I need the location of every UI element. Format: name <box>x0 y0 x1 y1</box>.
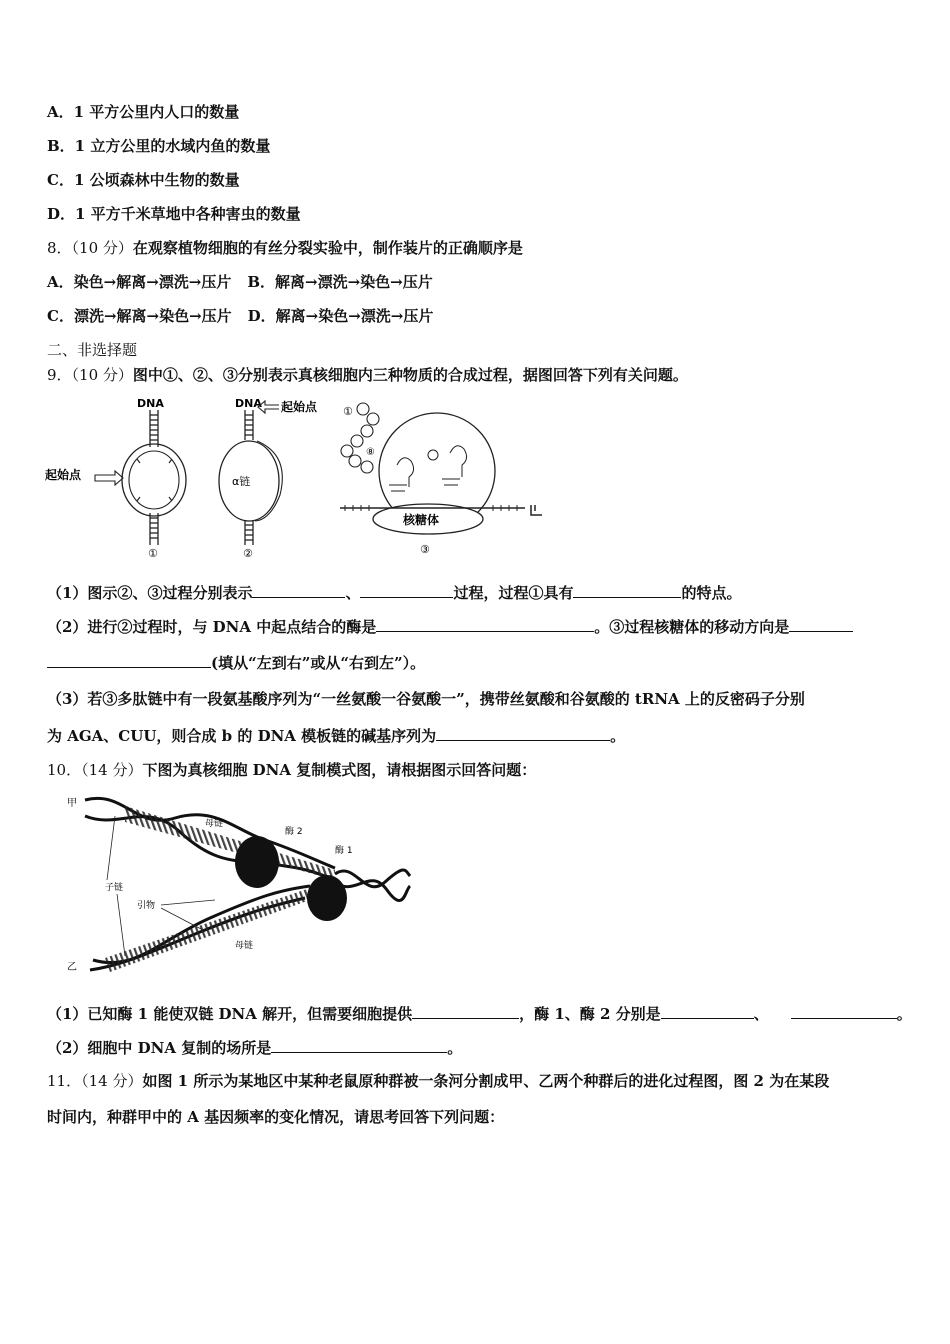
q10-blank-2[interactable] <box>661 1003 754 1019</box>
q10-fig-enzyme1: 酶 1 <box>335 846 353 856</box>
q9-blank-5-cont[interactable] <box>47 652 211 668</box>
q9-blank-2[interactable] <box>360 582 453 598</box>
q10-figure <box>65 790 415 985</box>
q10-fig-enzyme2-shape <box>235 836 279 888</box>
q10-fig-mother-bottom: 母链 <box>235 941 254 951</box>
q9-fig-dna1: DNA <box>137 397 164 410</box>
q8-option-d: D．解离→染色→漂洗→压片 <box>247 307 434 325</box>
q10-part2-text-b: 。 <box>447 1039 463 1057</box>
q9-fig-label-top1: ① <box>343 405 353 418</box>
q11-number: 11．（14 分） <box>47 1072 143 1090</box>
q10-fig-jia: 甲 <box>67 798 77 809</box>
q9-part2-text-c: (填从“左到右”或从“右到左”）。 <box>211 654 426 672</box>
q10-stem <box>47 760 536 780</box>
q9-part3-cont <box>47 725 625 746</box>
q9-figure <box>45 395 555 560</box>
q9-fig-label-3: ③ <box>420 543 430 556</box>
q9-part2 <box>47 616 853 637</box>
q9-fig-amino-acid <box>428 450 438 460</box>
q9-fig-label-b: b <box>533 519 534 520</box>
q10-fig-enzyme2: 酶 2 <box>285 827 303 837</box>
q10-stem-text: 下图为真核细胞 DNA 复制模式图，请根据图示回答问题： <box>142 761 537 779</box>
q8-option-b: B．解离→漂洗→染色→压片 <box>247 273 433 291</box>
q9-fig-arrow-marks <box>137 459 172 501</box>
q10-fig-yi: 乙 <box>67 962 77 973</box>
q9-blank-4[interactable] <box>376 616 594 632</box>
q9-stem <box>47 365 688 385</box>
q9-part2-text-b: 。③过程核糖体的移动方向是 <box>594 618 790 636</box>
q9-fig-rna-strand <box>255 441 282 521</box>
q10-fig-mother-top: 母链 <box>205 819 224 829</box>
q9-part1-text-b: 、 <box>345 584 361 602</box>
section-heading: 二、非选择题 <box>47 341 138 359</box>
q9-part1-text-d: 的特点。 <box>681 584 742 602</box>
q9-number: 9．（10 分） <box>47 366 133 384</box>
q10-blank-4[interactable] <box>271 1037 447 1053</box>
q10-part1 <box>47 1003 912 1024</box>
q9-fig-dna2: DNA <box>235 397 262 410</box>
q7-option-d: D．1 平方千米草地中各种害虫的数量 <box>47 205 301 223</box>
q9-fig-alpha-chain: α链 <box>232 475 251 488</box>
q10-fig-enzyme1-shape <box>307 875 347 921</box>
q10-part2 <box>47 1037 462 1058</box>
q9-fig-label-8: ⑧ <box>366 447 375 458</box>
q8-stem <box>47 238 523 258</box>
q10-part1-text-a: （1）已知酶 1 能使双链 DNA 解开，但需要细胞提供 <box>47 1005 413 1023</box>
q9-fig-ribosome-label: 核糖体 <box>403 513 440 527</box>
q9-stem-text: 图中①、②、③分别表示真核细胞内三种物质的合成过程，据图回答下列有关问题。 <box>132 366 688 384</box>
q10-fig-upper-helix-rungs <box>125 806 335 880</box>
q9-blank-6[interactable] <box>436 725 610 741</box>
q11-stem-text: 如图 1 所示为某地区中某种老鼠原种群被一条河分割成甲、乙两个种群后的进化过程图，图 2 为在某段 <box>142 1072 830 1090</box>
q9-part1-text-a: （1）图示②、③过程分别表示 <box>47 584 253 602</box>
q9-fig-label-2: ② <box>243 547 253 560</box>
q10-part1-text-b: ，酶 1、酶 2 分别是 <box>519 1005 661 1023</box>
q9-blank-1[interactable] <box>252 582 345 598</box>
q9-part1 <box>47 582 742 603</box>
q8-option-c: C．漂洗→解离→染色→压片 <box>47 307 232 325</box>
q9-fig-origin-right: 起始点 <box>281 400 318 414</box>
q9-blank-5[interactable] <box>789 616 853 632</box>
q8-options-cd <box>47 306 433 326</box>
q9-part1-text-c: 过程，过程①具有 <box>453 584 574 602</box>
q8-stem-text: 在观察植物细胞的有丝分裂实验中，制作装片的正确顺序是 <box>132 239 523 257</box>
q9-part3: （3）若③多肽链中有一段氨基酸序列为“一丝氨酸一谷氨酸一”，携带丝氨酸和谷氨酸的 tRNA 上的反密码子分别 <box>47 690 805 708</box>
q8-options-ab <box>47 272 433 292</box>
q9-fig-trna-left <box>389 458 414 491</box>
q9-fig-dna-ladder-1 <box>150 410 158 545</box>
q9-fig-origin-left: 起始点 <box>45 468 82 482</box>
q10-blank-3[interactable] <box>791 1003 897 1019</box>
q9-blank-3[interactable] <box>573 582 681 598</box>
q9-part3-text-c: 。 <box>610 727 626 745</box>
q9-fig-trna-right <box>442 446 467 485</box>
q10-fig-right-helix-a <box>335 870 410 887</box>
q9-fig-label-1: ① <box>148 547 158 560</box>
q7-option-a: A．1 平方公里内人口的数量 <box>47 103 240 121</box>
q8-option-a: A．染色→解离→漂洗→压片 <box>47 273 232 291</box>
q9-fig-origin-arrow-left <box>95 471 123 485</box>
q10-number: 10．（14 分） <box>47 761 143 779</box>
q10-part1-text-c: 、 <box>753 1005 769 1023</box>
q7-option-b: B．1 立方公里的水域内鱼的数量 <box>47 137 271 155</box>
q8-number: 8．（10 分） <box>47 239 133 257</box>
q9-fig-b-mark <box>531 505 542 515</box>
q10-fig-primer: 引物 <box>137 901 156 911</box>
q7-option-c: C．1 公顷森林中生物的数量 <box>47 171 240 189</box>
q9-part2-text-a: （2）进行②过程时，与 DNA 中起点结合的酶是 <box>47 618 377 636</box>
q10-fig-daughter: 子链 <box>105 883 124 893</box>
q10-blank-1[interactable] <box>412 1003 519 1019</box>
q10-part1-text-d: 。 <box>896 1005 912 1023</box>
q9-fig-bubble-1 <box>122 444 186 516</box>
q11-stem <box>47 1071 829 1091</box>
q10-part2-text-a: （2）细胞中 DNA 复制的场所是 <box>47 1039 272 1057</box>
q9-part3-text-b: 为 AGA、CUU，则合成 b 的 DNA 模板链的碱基序列为 <box>47 727 437 745</box>
q11-stem-cont: 时间内，种群甲中的 A 基因频率的变化情况，请思考回答下列问题： <box>47 1108 505 1126</box>
q9-part2-cont <box>47 652 425 673</box>
